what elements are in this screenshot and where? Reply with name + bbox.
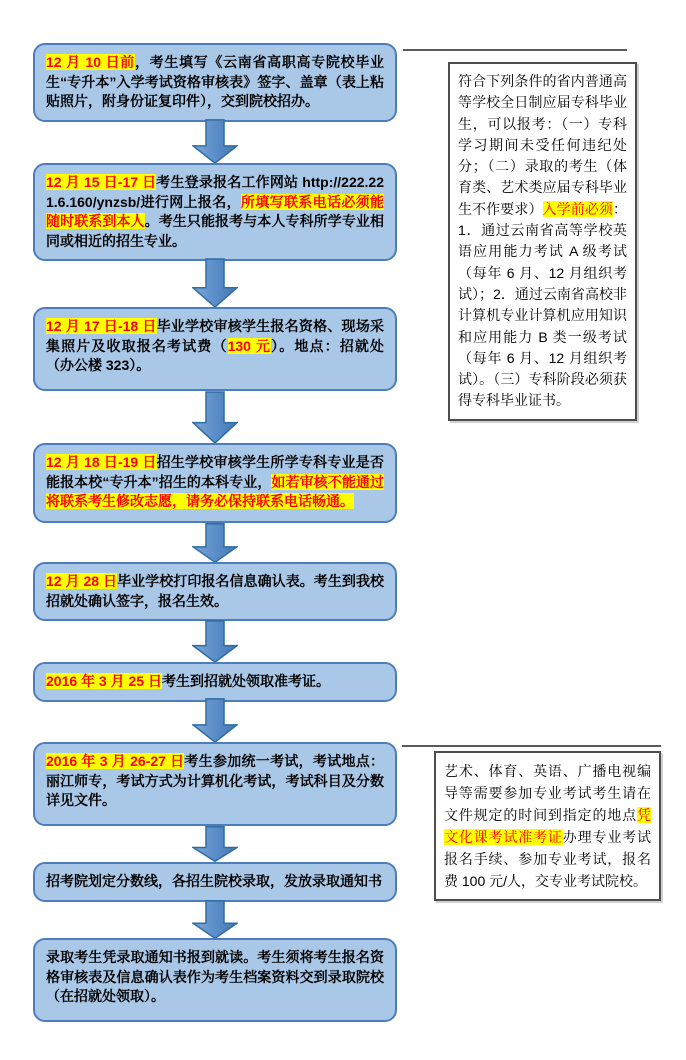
flow-step-box-6 [33, 662, 397, 702]
note-text [444, 760, 651, 892]
highlighted-text: 2016 年 3 月 26-27 日 [46, 753, 185, 769]
highlighted-text: 所填写联系电话必须能随时联系到本人 [46, 193, 385, 229]
text-segment: 。考生只能报考与本人专科所学专业相同或相近的招生专业。 [46, 213, 384, 249]
flow-step-text [46, 53, 384, 112]
text-segment: 毕业学校打印报名信息确认表。考生到我校招就处确认签字，报名生效。 [46, 573, 384, 609]
flow-step-text [46, 453, 384, 512]
flow-arrow-down-icon [192, 523, 238, 563]
flow-step-text [46, 872, 384, 892]
flow-step-box-2 [33, 163, 397, 261]
note-text [458, 71, 627, 412]
flow-step-box-5 [33, 562, 397, 621]
text-segment: 考生参加统一考试，考试地点：丽江师专，考试方式为计算机化考试，考试科目及分数详见文件。 [46, 753, 385, 808]
flow-step-text [46, 173, 384, 251]
flow-arrow-down-icon [192, 826, 238, 862]
flow-arrow-down-icon [192, 258, 238, 308]
text-segment: 毕业学校审核学生报名资格、现场采集照片及收取报名考试费（ [46, 318, 385, 354]
note-box-eligibility [448, 62, 637, 421]
flow-arrow-down-icon [192, 900, 238, 939]
flow-step-box-3 [33, 307, 397, 391]
text-segment: 办理专业考试报名手续、参加专业考试，报名费 100 元/人，交专业考试院校。 [444, 829, 652, 889]
flow-step-box-7 [33, 742, 397, 826]
flow-step-box-1 [33, 43, 397, 122]
text-segment: ，考生填写《云南省高职高专院校毕业生“专升本”入学考试资格审核表》签字、盖章（表上粘贴照片，附身份证复印件），交到院校招办。 [46, 54, 384, 109]
highlighted-text: 2016 年 3 月 25 日 [46, 673, 162, 689]
highlighted-text: 130 元 [227, 337, 272, 354]
highlighted-text: 12 月 18 日-19 日 [46, 454, 157, 470]
flow-arrow-down-icon [192, 620, 238, 663]
flow-step-text [46, 752, 384, 811]
text-segment: 考生到招就处领取准考证。 [161, 673, 330, 689]
flow-step-box-8 [33, 862, 397, 902]
highlighted-text: 入学前必须 [542, 200, 614, 217]
highlighted-text: 12 月 10 日前 [46, 54, 135, 70]
text-segment: 录取考生凭录取通知书报到就读。考生须将考生报名资格审核表及信息确认表作为考生档案资料交到录取院校（在招就处领取）。 [46, 949, 384, 1004]
highlighted-text: 如若审核不能通过将联系考生修改志愿，请务必保持联系电话畅通。 [46, 473, 385, 509]
text-segment: 招生学校审核学生所学专科专业是否能报本校“专升本”招生的本科专业， [46, 454, 385, 490]
text-segment: ）。地点：招就处（办公楼 323）。 [46, 337, 385, 373]
text-segment: ：1．通过云南省高等学校英语应用能力考试 A 级考试（每年 6 月、12 月组织考试）；2．通过云南省高校非计算机专业计算机应用知识和应用能力 B 类一级考试（每年 6 月、12 月组织考试）。（三）专科阶段必须获得专科毕业证书。 [458, 200, 628, 409]
highlighted-text: 12 月 28 日 [46, 573, 118, 589]
flow-step-text [46, 672, 384, 692]
highlighted-text: 12 月 15 日-17 日 [46, 174, 157, 190]
note-box-professional-exam [434, 751, 661, 901]
highlighted-text: 凭文化课考试准考证 [444, 807, 651, 845]
flow-step-text [46, 948, 384, 1007]
text-segment: 符合下列条件的省内普通高等学校全日制应届专科毕业生，可以报考：（一）专科学习期间未受任何违纪处分；（二）录取的考生（体育类、艺术类应届专科毕业生不作要求） [458, 73, 627, 217]
text-segment: 考生登录报名工作网站 http://222.221.6.160/ynzsb/进行网上报名， [46, 174, 384, 210]
flow-step-text [46, 572, 384, 611]
note-separator-line [402, 745, 661, 747]
note-separator-line [403, 49, 627, 51]
flow-step-box-4 [33, 443, 397, 523]
flow-arrow-down-icon [192, 119, 238, 164]
highlighted-text: 12 月 17 日-18 日 [46, 318, 157, 334]
flow-step-text [46, 317, 384, 376]
flow-step-box-9 [33, 938, 397, 1022]
text-segment: 艺术、体育、英语、广播电视编导等需要参加专业考试考生请在文件规定的时间到指定的地点 [444, 763, 651, 823]
text-segment: 招考院划定分数线，各招生院校录取，发放录取通知书 [46, 873, 382, 889]
flow-arrow-down-icon [192, 391, 238, 444]
flow-arrow-down-icon [192, 698, 238, 743]
